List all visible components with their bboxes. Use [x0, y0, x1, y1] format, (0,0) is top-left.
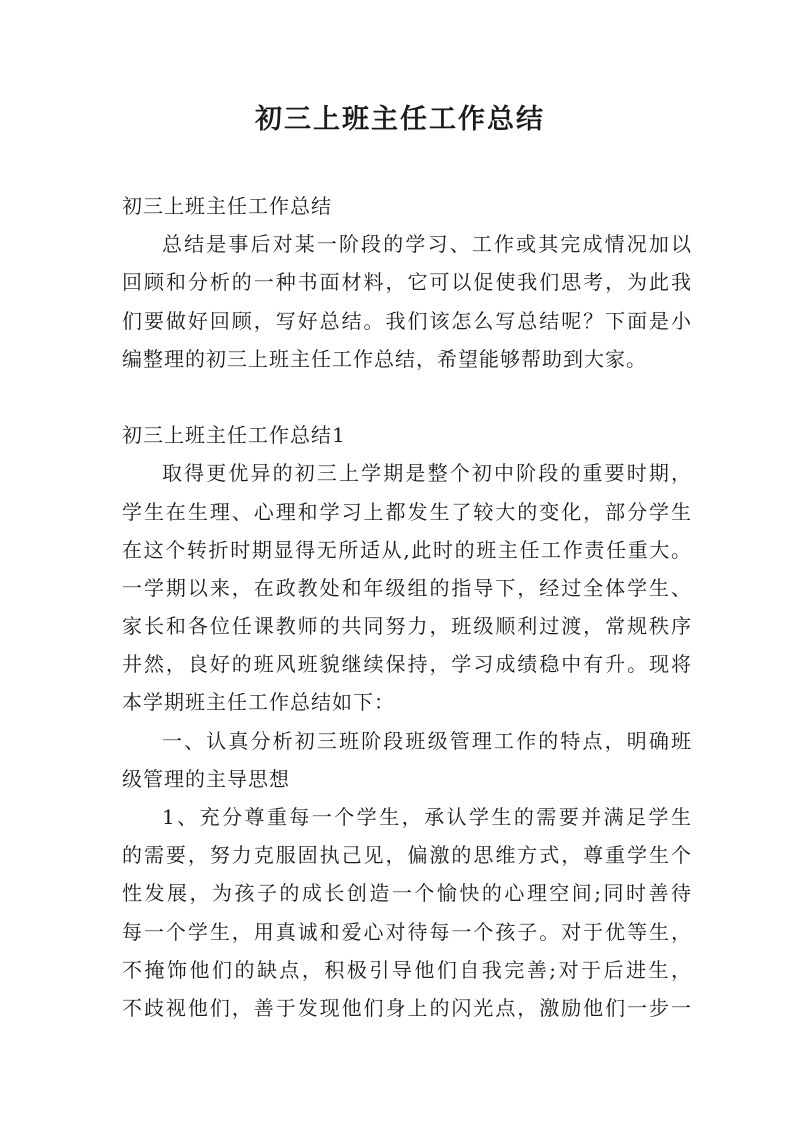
- paragraph-line: 每一个学生，用真诚和爱心对待每一个孩子。对于优等生，: [122, 919, 692, 944]
- document-body: [122, 187, 692, 1027]
- blank-line: [122, 378, 692, 416]
- paragraph-line: 一学期以来，在政教处和年级组的指导下，经过全体学生、: [122, 575, 692, 600]
- paragraph-line: 的需要，努力克服固执己见，偏激的思维方式，尊重学生个: [122, 843, 692, 868]
- paragraph-line: 1、充分尊重每一个学生，承认学生的需要并满足学生: [162, 805, 692, 829]
- paragraph-line: 家长和各位任课教师的共同努力，班级顺利过渡，常规秩序: [122, 614, 692, 639]
- paragraph-line: 总结是事后对某一阶段的学习、工作或其完成情况加以: [162, 232, 692, 257]
- body-paragraph-1: [122, 454, 692, 721]
- paragraph-line: 在这个转折时期显得无所适从,此时的班主任工作责任重大。: [122, 537, 692, 562]
- paragraph-line: 不歧视他们，善于发现他们身上的闪光点，激励他们一步一: [122, 995, 692, 1020]
- intro-paragraph: [122, 225, 692, 378]
- paragraph-line: 取得更优异的初三上学期是整个初中阶段的重要时期，: [162, 461, 692, 486]
- subtitle: 初三上班主任工作总结: [122, 194, 332, 218]
- paragraph-line: 不掩饰他们的缺点，积极引导他们自我完善;对于后进生，: [122, 957, 692, 982]
- paragraph-line: 一、认真分析初三班阶段班级管理工作的特点，明确班: [162, 728, 692, 753]
- paragraph-line: 性发展，为孩子的成长创造一个愉快的心理空间;同时善待: [122, 881, 692, 906]
- section-heading: 初三上班主任工作总结1: [122, 423, 346, 448]
- paragraph-line: 们要做好回顾，写好总结。我们该怎么写总结呢？下面是小: [122, 308, 692, 333]
- paragraph-line: 本学期班主任工作总结如下：: [122, 690, 395, 715]
- item-paragraph-1: [122, 798, 692, 1027]
- paragraph-line: 井然，良好的班风班貌继续保持，学习成绩稳中有升。现将: [122, 652, 692, 677]
- paragraph-line: 编整理的初三上班主任工作总结，希望能够帮助到大家。: [122, 346, 647, 371]
- paragraph-line: 回顾和分析的一种书面材料，它可以促使我们思考，为此我: [122, 270, 692, 295]
- paragraph-line: 级管理的主导思想: [122, 766, 290, 791]
- point-heading-1: [122, 722, 692, 798]
- paragraph-line: 学生在生理、心理和学习上都发生了较大的变化，部分学生: [122, 499, 692, 524]
- document-title: 初三上班主任工作总结: [255, 104, 545, 135]
